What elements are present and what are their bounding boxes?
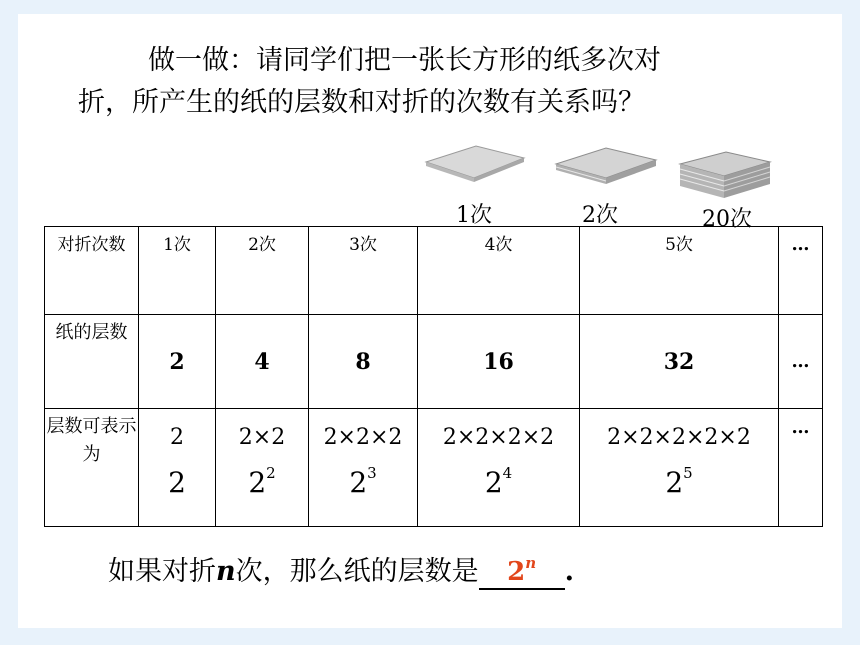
expression-cell [418,409,580,527]
paper-label-2: 2次 [582,203,618,228]
layer-count-cell: 8 [309,315,418,409]
product-expression: 2×2×2×2 [442,425,555,450]
product-expression: 2×2×2×2×2 [607,425,751,450]
expression-cell [580,409,779,527]
product-expression: 2×2×2 [323,425,403,450]
table-row-layers [45,315,823,409]
expression-cell [309,409,418,527]
paper-folded-twenty-times-image [676,148,776,204]
intro-line-2: 折，所产生的纸的层数和对折的次数有关系吗？ [78,87,645,118]
intro-text [78,40,798,124]
power-expression: 2 [168,466,186,499]
layer-count-cell: 16 [418,315,580,409]
layer-count-cell: 2 [139,315,216,409]
answer-blank: 2$^n$ [479,547,565,590]
paper-label-20: 20次 [702,207,752,232]
expression-cell [139,409,216,527]
header-cell: 3次 [309,227,418,315]
product-expression: 2 [170,425,184,450]
power-expression: $2^2$ [248,464,276,499]
header-cell: 5次 [580,227,779,315]
paper-folded-twice-image [552,140,662,186]
table-row-fold-count [45,227,823,315]
row-label-expression: 层数可表示为 [45,409,139,527]
paper-folded-once-image [420,140,530,186]
expression-cell [216,409,309,527]
paper-label-1: 1次 [456,203,492,228]
header-cell: 2次 [216,227,309,315]
layer-count-cell: 4 [216,315,309,409]
variable-n: n [216,556,236,587]
product-expression: 2×2 [238,425,286,450]
table-row-expression [45,409,823,527]
intro-line-1: 做一做：请同学们把一张长方形的纸多次对 [148,45,661,76]
header-cell: 1次 [139,227,216,315]
layer-ellipsis: … [779,315,823,409]
folding-table [44,226,823,527]
expression-ellipsis: … [779,409,823,527]
power-expression: $2^3$ [349,464,377,499]
header-ellipsis: … [779,227,823,315]
header-cell: 4次 [418,227,580,315]
layer-count-cell: 32 [580,315,779,409]
power-expression: $2^4$ [484,464,513,499]
row-label-layers: 纸的层数 [45,315,139,409]
conclusion-sentence: 如果对折n次，那么纸的层数是 2$^n$ . [108,547,574,590]
power-expression: $2^5$ [665,464,693,499]
row-label-fold-count: 对折次数 [45,227,139,315]
